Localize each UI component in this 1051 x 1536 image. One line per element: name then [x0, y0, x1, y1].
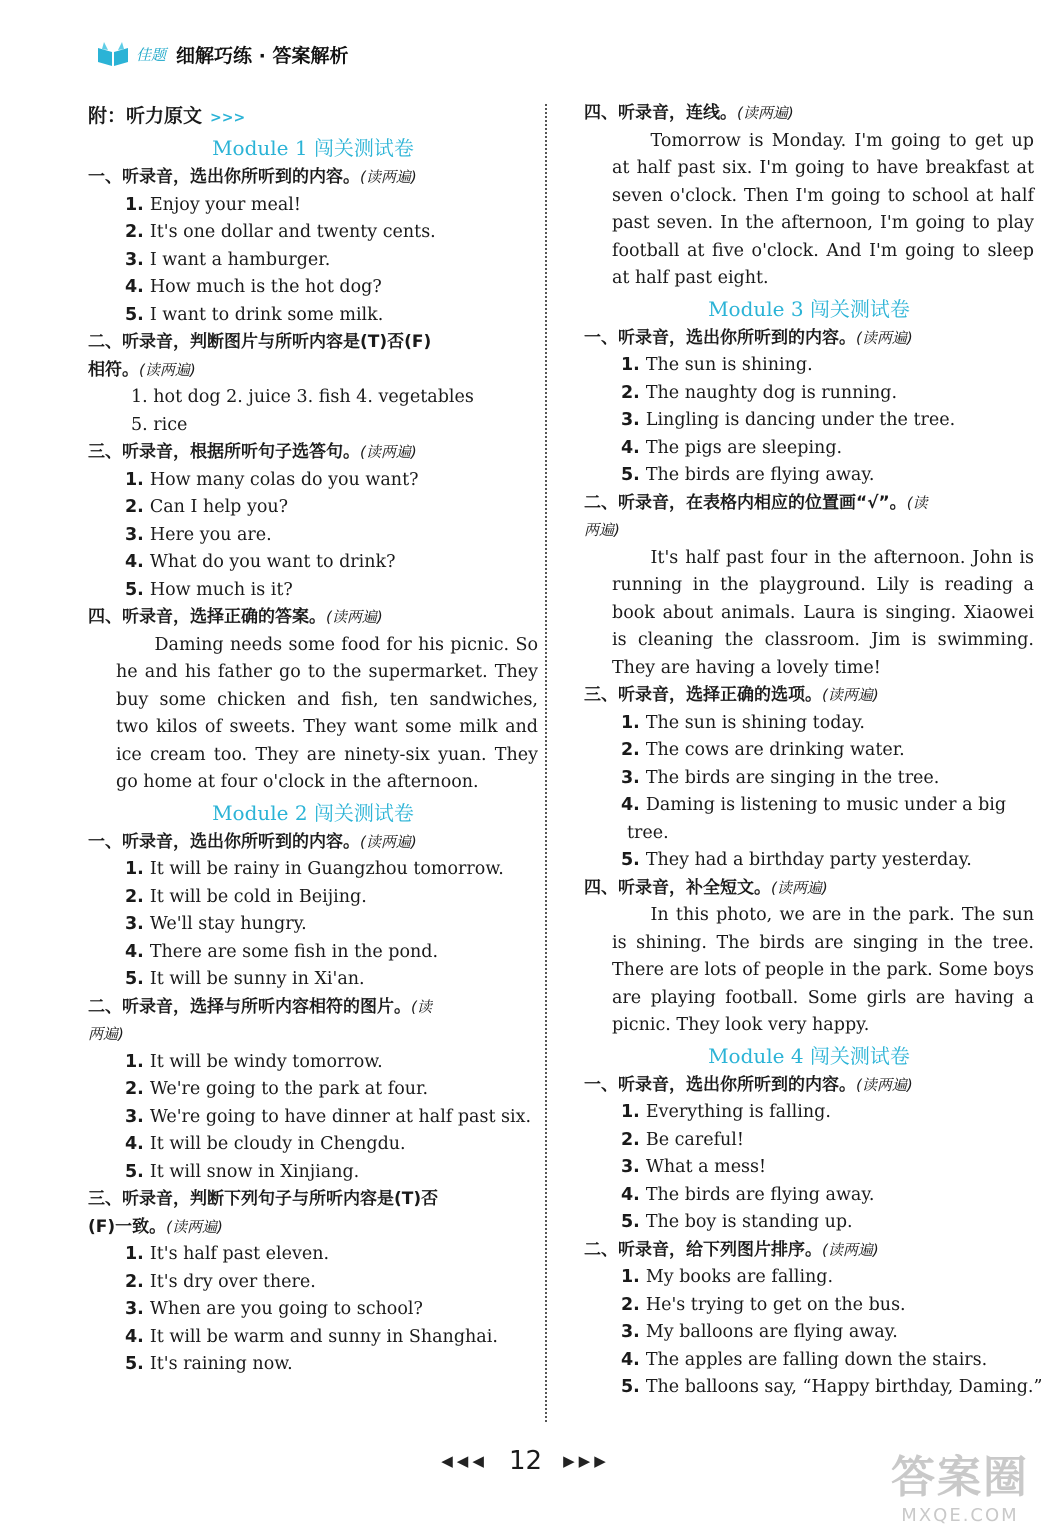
- list-item: [584, 737, 1034, 765]
- item-text: Be careful!: [645, 1129, 744, 1150]
- section-heading: [88, 1186, 538, 1214]
- module-title: Module 2 闯关测试卷: [212, 800, 414, 825]
- item-text: It's dry over there.: [149, 1271, 316, 1292]
- page-header: [96, 34, 348, 74]
- item-number: 1.: [621, 355, 640, 375]
- list-item: [88, 1269, 538, 1297]
- read-twice-note: (读两遍): [360, 168, 417, 186]
- list-item: [88, 884, 538, 912]
- item-number: 5.: [621, 850, 640, 870]
- section-text: 二、听录音，给下列图片排序。: [584, 1239, 822, 1260]
- list-item: [584, 1264, 1034, 1292]
- read-twice-note: (读: [411, 997, 432, 1016]
- read-twice-note: (读两遍): [360, 832, 417, 851]
- brand-name: 佳题: [136, 45, 167, 64]
- section-heading: [88, 829, 538, 857]
- item-number: 1.: [125, 469, 144, 490]
- read-twice-note: (读两遍): [856, 1075, 913, 1094]
- item-text: It's half past eleven.: [149, 1244, 330, 1264]
- module-title: Module 4 闯关测试卷: [708, 1043, 910, 1068]
- item-text: He's trying to get on the bus.: [645, 1294, 906, 1315]
- item-text: We're going to the park at four.: [149, 1079, 429, 1099]
- read-twice-note: (读两遍): [856, 328, 913, 347]
- list-item: [584, 765, 1034, 793]
- item-text: They had a birthday party yesterday.: [645, 850, 972, 870]
- section-heading: [88, 329, 538, 357]
- item-text: My balloons are flying away.: [645, 1322, 898, 1342]
- read-twice-note: (读两遍): [771, 878, 828, 897]
- item-number: 3.: [621, 767, 640, 788]
- listening-passage: [584, 545, 1034, 683]
- item-text: When are you going to school?: [149, 1299, 423, 1319]
- item-number: 3.: [621, 1322, 640, 1342]
- list-item: [88, 274, 538, 302]
- section-heading: [88, 357, 538, 385]
- item-text: The cows are drinking water.: [645, 740, 905, 760]
- item-text: It will be cloudy in Chengdu.: [149, 1134, 406, 1154]
- item-text: What a mess!: [645, 1157, 767, 1177]
- list-item: [88, 192, 538, 220]
- column-divider: [545, 104, 547, 1422]
- item-number: 4.: [125, 1134, 144, 1154]
- item-text: It will be sunny in Xi'an.: [149, 969, 365, 989]
- item-text: The apples are falling down the stairs.: [645, 1349, 988, 1370]
- section-text: 一、听录音，选出你所听到的内容。: [88, 831, 360, 852]
- section-heading: [584, 325, 1034, 353]
- item-number: 4.: [125, 941, 144, 962]
- list-item: [584, 1099, 1034, 1127]
- list-item: [88, 1241, 538, 1269]
- section-text: 三、听录音，选择正确的选项。: [584, 685, 822, 705]
- section-heading: [584, 490, 1034, 518]
- item-text: There are some fish in the pond.: [149, 941, 439, 962]
- item-text: tree.: [627, 822, 669, 843]
- list-item: [584, 1374, 1043, 1402]
- watermark-logo: 答案圈: [891, 1452, 1029, 1503]
- left-column: [88, 100, 538, 1379]
- item-number: 3.: [125, 914, 144, 934]
- item-text: Can I help you?: [149, 497, 289, 517]
- item-number: 4.: [125, 552, 144, 572]
- list-item: [584, 847, 1034, 875]
- item-number: 2.: [621, 1294, 640, 1315]
- list-item: [88, 1049, 538, 1077]
- item-number: 4.: [621, 1184, 640, 1205]
- item-number: 2.: [125, 497, 144, 517]
- item-text: My books are falling.: [645, 1267, 834, 1287]
- item-text: Here you are.: [149, 524, 272, 545]
- item-text: We're going to have dinner at half past six.: [149, 1106, 532, 1127]
- passage-text: Daming needs some food for his picnic. So he and his father go to the supermarket. They buy some chicken and fish, ten sandwiches, two kilos of sweets. They want some milk and ice cream too. They are ninety-six yuan. They go home at four o'clock in the afternoon.: [116, 634, 538, 792]
- read-twice-note: 两遍): [584, 521, 620, 539]
- item-number: 4.: [621, 1349, 640, 1370]
- list-item: [88, 494, 538, 522]
- list-item: [584, 1292, 1034, 1320]
- list-item: [88, 1076, 538, 1104]
- list-item: [584, 1209, 1034, 1237]
- page-number: 12: [508, 1446, 543, 1476]
- list-item: [88, 467, 538, 495]
- section-heading: [584, 517, 1034, 545]
- list-item: [584, 1182, 1034, 1210]
- list-item: [88, 911, 538, 939]
- item-text: We'll stay hungry.: [149, 914, 307, 934]
- list-item: [584, 1154, 1034, 1182]
- section-heading: [584, 875, 1034, 903]
- right-column: [584, 100, 1043, 1402]
- item-text: The balloons say, “Happy birthday, Daming.”: [645, 1377, 1043, 1397]
- item-text: The birds are singing in the tree.: [645, 767, 940, 788]
- item-text: What do you want to drink?: [149, 552, 396, 572]
- list-item: [88, 939, 538, 967]
- item-text: Everything is falling.: [645, 1102, 831, 1122]
- read-twice-note: (读两遍): [737, 104, 794, 122]
- appendix-label: 附：听力原文: [88, 105, 203, 127]
- item-number: 4.: [125, 277, 144, 297]
- list-item: [584, 435, 1034, 463]
- item-text: Lingling is dancing under the tree.: [645, 410, 956, 430]
- section-text: 三、听录音，判断下列句子与所听内容是(T)否: [88, 1189, 439, 1209]
- section-heading: [88, 1214, 538, 1242]
- list-item: [88, 412, 538, 440]
- section-text: 相符。: [88, 359, 139, 380]
- item-text: The naughty dog is running.: [645, 382, 898, 403]
- item-text: Enjoy your meal!: [149, 194, 301, 215]
- read-twice-note: (读两遍): [166, 1217, 223, 1236]
- read-twice-note: (读: [906, 493, 928, 512]
- list-item: [584, 1319, 1034, 1347]
- section-heading: [584, 682, 1034, 710]
- list-item: [584, 1347, 1034, 1375]
- passage-text: In this photo, we are in the park. The sun is shining. The birds are singing in the tree. There are lots of people in the park. Some boys are playing football. Some girls are having a picnic. They look very happy.: [612, 905, 1034, 1035]
- section-text: 三、听录音，根据所听句子选答句。: [88, 442, 360, 462]
- double-arrow-icon: >>>: [210, 110, 246, 126]
- list-item: [88, 966, 538, 994]
- watermark-url: MXQE.COM: [901, 1505, 1019, 1526]
- item-number: 4.: [621, 795, 640, 815]
- item-text: It will be warm and sunny in Shanghai.: [149, 1326, 498, 1347]
- item-number: 5.: [125, 1354, 144, 1374]
- item-text: How much is the hot dog?: [149, 277, 382, 297]
- item-text: It's one dollar and twenty cents.: [149, 222, 436, 242]
- item-number: 1.: [125, 194, 144, 215]
- list-item: [88, 1159, 538, 1187]
- list-item: [88, 1104, 538, 1132]
- section-text: 四、听录音，补全短文。: [584, 877, 771, 898]
- item-number: 5.: [125, 1161, 144, 1182]
- list-item: [88, 219, 538, 247]
- section-heading: [584, 1072, 1034, 1100]
- item-text: The sun is shining.: [645, 355, 813, 375]
- listening-passage: [584, 128, 1034, 293]
- item-number: 2.: [125, 1271, 144, 1292]
- item-text: It will be cold in Beijing.: [149, 886, 367, 907]
- item-text: 5. rice: [131, 414, 188, 435]
- item-number: 2.: [621, 1129, 640, 1150]
- item-text: It's raining now.: [149, 1354, 293, 1374]
- item-number: 2.: [125, 886, 144, 907]
- item-text: I want to drink some milk.: [149, 304, 384, 325]
- item-number: 1.: [621, 712, 640, 733]
- item-text: How much is it?: [149, 579, 293, 600]
- item-number: 3.: [621, 1157, 640, 1177]
- list-item: [584, 710, 1034, 738]
- item-number: 3.: [125, 1106, 144, 1127]
- item-number: 1.: [125, 1244, 144, 1264]
- item-number: 5.: [621, 465, 640, 485]
- prev-arrows-icon: ◀◀◀: [441, 1452, 488, 1470]
- item-number: 2.: [621, 382, 640, 403]
- list-item: [584, 462, 1034, 490]
- item-number: 1.: [621, 1102, 640, 1122]
- list-item: [88, 1296, 538, 1324]
- list-item: [584, 820, 1034, 848]
- module-title: Module 1 闯关测试卷: [212, 136, 414, 160]
- section-text: 四、听录音，连线。: [584, 103, 737, 123]
- list-item: [584, 380, 1034, 408]
- item-number: 3.: [125, 524, 144, 545]
- item-text: The sun is shining today.: [645, 712, 865, 733]
- section-text: 二、听录音，选择与所听内容相符的图片。: [88, 996, 411, 1017]
- read-twice-note: 两遍): [88, 1025, 124, 1043]
- item-text: I want a hamburger.: [149, 249, 331, 270]
- watermark: [891, 1441, 1029, 1526]
- item-number: 1.: [125, 859, 144, 879]
- list-item: [88, 856, 538, 884]
- section-text: 一、听录音，选出你所听到的内容。: [584, 327, 856, 348]
- section-heading: [88, 1021, 538, 1049]
- item-text: The pigs are sleeping.: [645, 437, 843, 458]
- next-arrows-icon: ▶▶▶: [563, 1452, 610, 1470]
- section-text: 一、听录音，选出你所听到的内容。: [88, 167, 360, 187]
- read-twice-note: (读两遍): [326, 608, 383, 626]
- item-number: 5.: [125, 579, 144, 600]
- section-text: 一、听录音，选出你所听到的内容。: [584, 1074, 856, 1095]
- read-twice-note: (读两遍): [360, 443, 417, 461]
- item-text: It will be windy tomorrow.: [149, 1051, 383, 1072]
- passage-text: It's half past four in the afternoon. John is running in the playground. Lily is reading a book about animals. Laura is singing. Xiaowei is cleaning the classroom. Jim is swimming. They are having a lovely time!: [612, 547, 1034, 678]
- section-text: 四、听录音，选择正确的答案。: [88, 607, 326, 627]
- item-number: 3.: [125, 1299, 144, 1319]
- list-item: [584, 407, 1034, 435]
- list-item: [88, 384, 538, 412]
- list-item: [88, 1131, 538, 1159]
- read-twice-note: (读两遍): [822, 686, 879, 704]
- list-item: [584, 1127, 1034, 1155]
- item-text: The birds are flying away.: [645, 1184, 875, 1205]
- item-text: It will snow in Xinjiang.: [149, 1161, 360, 1182]
- item-number: 1.: [125, 1051, 144, 1072]
- item-number: 4.: [125, 1326, 144, 1347]
- item-number: 2.: [125, 1079, 144, 1099]
- item-text: How many colas do you want?: [149, 469, 419, 490]
- item-number: 4.: [621, 437, 640, 458]
- list-item: [88, 1351, 538, 1379]
- item-number: 2.: [125, 222, 144, 242]
- header-title: 细解巧练 · 答案解析: [176, 44, 349, 67]
- item-number: 5.: [621, 1212, 640, 1232]
- listening-passage: [584, 902, 1034, 1040]
- appendix-heading: [88, 100, 538, 132]
- book-logo-icon: [96, 40, 130, 68]
- item-number: 3.: [621, 410, 640, 430]
- section-text: 二、听录音，判断图片与所听内容是(T)否(F): [88, 332, 432, 352]
- module-title: Module 3 闯关测试卷: [708, 296, 910, 321]
- passage-text: Tomorrow is Monday. I'm going to get up at half past six. I'm going to have breakfast at seven o'clock. Then I'm going to school at half past seven. In the afternoon, I'm going to play football at five o'clock. And I'm going to sleep at half past eight.: [612, 130, 1034, 288]
- item-number: 5.: [125, 969, 144, 989]
- item-text: Daming is listening to music under a big: [645, 795, 1007, 815]
- item-number: 5.: [125, 304, 144, 325]
- section-heading: [584, 1237, 1034, 1265]
- list-item: [88, 1324, 538, 1352]
- listening-passage: [88, 632, 538, 797]
- item-number: 3.: [125, 249, 144, 270]
- list-item: [88, 549, 538, 577]
- item-number: 2.: [621, 740, 640, 760]
- item-text: 1. hot dog 2. juice 3. fish 4. vegetables: [131, 387, 474, 407]
- section-heading: [88, 994, 538, 1022]
- section-heading: [584, 100, 1034, 128]
- item-text: It will be rainy in Guangzhou tomorrow.: [149, 859, 504, 879]
- list-item: [88, 577, 538, 605]
- read-twice-note: (读两遍): [139, 360, 196, 379]
- section-heading: [88, 439, 538, 467]
- section-text: 二、听录音，在表格内相应的位置画“√”。: [584, 492, 907, 513]
- section-heading: [88, 164, 538, 192]
- section-heading: [88, 604, 538, 632]
- item-text: The birds are flying away.: [645, 465, 875, 485]
- item-number: 1.: [621, 1267, 640, 1287]
- item-number: 5.: [621, 1377, 640, 1397]
- item-text: The boy is standing up.: [645, 1212, 853, 1232]
- read-twice-note: (读两遍): [822, 1240, 879, 1259]
- list-item: [584, 352, 1034, 380]
- list-item: [584, 792, 1034, 820]
- list-item: [88, 302, 538, 330]
- section-text: (F)一致。: [88, 1216, 167, 1237]
- list-item: [88, 522, 538, 550]
- list-item: [88, 247, 538, 275]
